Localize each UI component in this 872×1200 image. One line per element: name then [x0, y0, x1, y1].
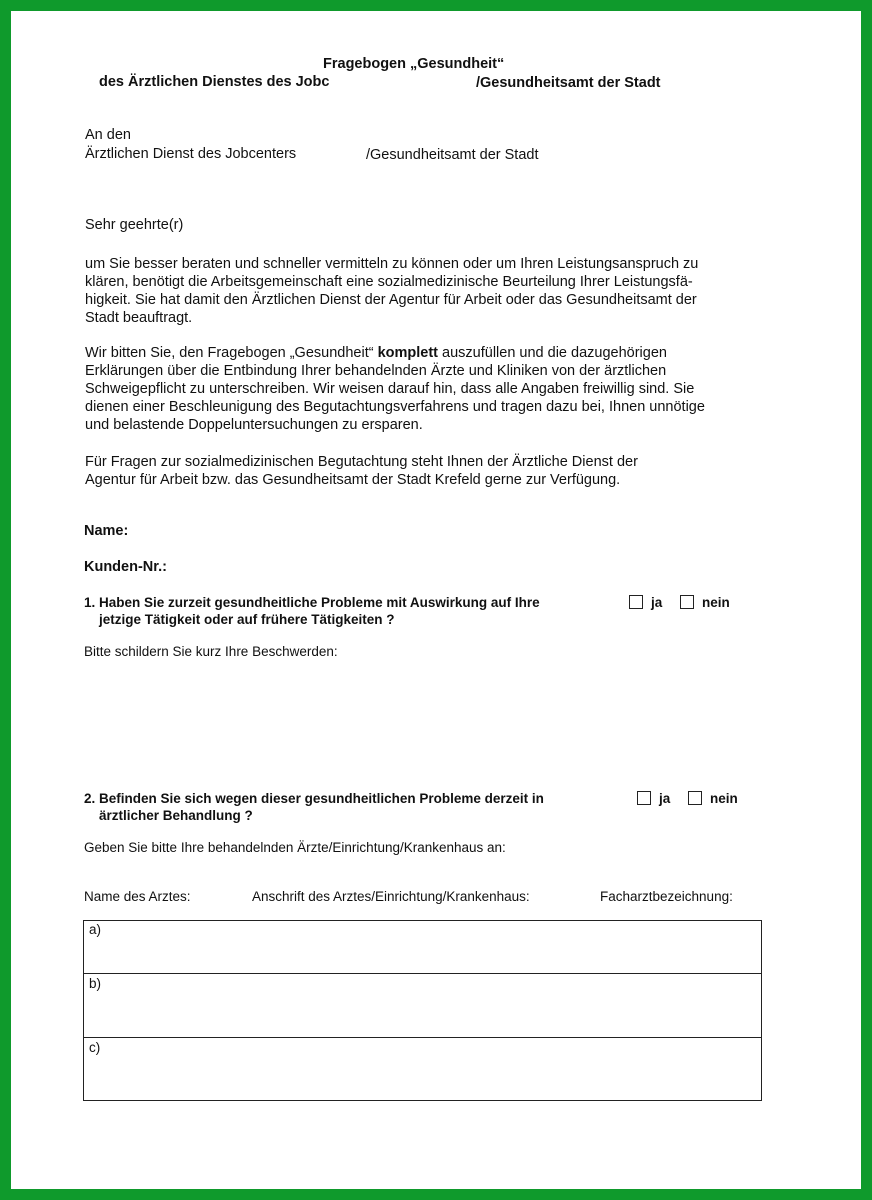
request-line: und belastende Doppeluntersuchungen zu ersparen.	[85, 417, 423, 433]
question-1-line2: jetzige Tätigkeit oder auf frühere Tätigkeiten ?	[99, 612, 395, 627]
intro-line: Stadt beauftragt.	[85, 310, 193, 326]
question-2-no-option[interactable]	[688, 791, 738, 806]
form-subtitle-left: des Ärztlichen Dienstes des Jobc	[99, 74, 330, 90]
form-subtitle-right: /Gesundheitsamt der Stadt	[476, 75, 661, 91]
question-2	[84, 790, 544, 824]
contact-line: Agentur für Arbeit bzw. das Gesundheitsamt der Stadt Krefeld gerne zur Verfügung.	[85, 472, 621, 488]
salutation: Sehr geehrte(r)	[85, 217, 184, 233]
question-1-no-option[interactable]	[680, 595, 730, 610]
question-1-line1: 1. Haben Sie zurzeit gesundheitliche Probleme mit Auswirkung auf Ihre	[84, 595, 540, 610]
question-2-yes-option[interactable]	[637, 791, 670, 806]
form-page	[11, 11, 861, 1189]
question-2-instruction: Geben Sie bitte Ihre behandelnden Ärzte/Einrichtung/Krankenhaus an:	[84, 840, 506, 855]
row-label: b)	[89, 976, 102, 991]
name-label: Name:	[84, 523, 129, 539]
intro-line: klären, benötigt die Arbeitsgemeinschaft eine sozialmedizinische Beurteilung Ihrer Leistungsfä-	[85, 274, 693, 290]
intro-paragraph	[85, 255, 757, 327]
contact-line: Für Fragen zur sozialmedizinischen Begutachtung steht Ihnen der Ärztliche Dienst der	[85, 454, 638, 470]
table-row[interactable]	[84, 973, 761, 1037]
customer-number-label: Kunden-Nr.:	[84, 559, 167, 575]
column-header-specialty: Facharztbezeichnung:	[600, 889, 733, 904]
question-2-line1: 2. Befinden Sie sich wegen dieser gesundheitlichen Probleme derzeit in	[84, 791, 544, 806]
request-line: dienen einer Beschleunigung des Begutachtungsverfahrens und tragen dazu bei, Ihnen unnötige	[85, 399, 705, 415]
request-text-start: Wir bitten Sie, den Fragebogen „Gesundheit“	[85, 345, 378, 361]
contact-paragraph	[85, 453, 757, 489]
request-line	[85, 344, 757, 362]
request-text-end: auszufüllen und die dazugehörigen	[438, 345, 667, 361]
column-header-address: Anschrift des Arztes/Einrichtung/Krankenhaus:	[252, 889, 530, 904]
row-label: a)	[89, 922, 102, 937]
column-header-doctor-name: Name des Arztes:	[84, 889, 191, 904]
intro-line: higkeit. Sie hat damit den Ärztlichen Dienst der Agentur für Arbeit oder das Gesundheitsamt der	[85, 292, 697, 308]
question-2-line2: ärztlicher Behandlung ?	[99, 808, 253, 823]
request-paragraph	[85, 344, 757, 434]
request-line: Schweigepflicht zu unterschreiben. Wir weisen darauf hin, dass alle Angaben freiwillig sind. Sie	[85, 381, 695, 397]
question-1-instruction: Bitte schildern Sie kurz Ihre Beschwerden:	[84, 644, 338, 659]
checkbox-icon[interactable]	[637, 791, 651, 805]
checkbox-icon[interactable]	[688, 791, 702, 805]
doctors-table	[83, 920, 762, 1101]
question-1-yes-option[interactable]	[629, 595, 662, 610]
address-line2-left: Ärztlichen Dienst des Jobcenters	[85, 146, 297, 162]
question-1	[84, 594, 540, 628]
question-1-no-label: nein	[702, 595, 730, 610]
address-line2-right: /Gesundheitsamt der Stadt	[366, 147, 539, 163]
intro-line: um Sie besser beraten und schneller vermitteln zu können oder um Ihren Leistungsanspruch zu	[85, 256, 699, 272]
address-line1: An den	[85, 127, 131, 143]
table-row[interactable]	[84, 920, 761, 973]
checkbox-icon[interactable]	[629, 595, 643, 609]
request-emphasis: komplett	[377, 345, 438, 361]
row-label: c)	[89, 1040, 101, 1055]
question-2-yes-label: ja	[659, 791, 671, 806]
form-title: Fragebogen „Gesundheit“	[323, 56, 505, 72]
table-row[interactable]	[84, 1037, 761, 1100]
question-2-no-label: nein	[710, 791, 738, 806]
question-1-yes-label: ja	[651, 595, 663, 610]
request-line: Erklärungen über die Entbindung Ihrer behandelnden Ärzte und Kliniken von der ärztlichen	[85, 363, 667, 379]
checkbox-icon[interactable]	[680, 595, 694, 609]
